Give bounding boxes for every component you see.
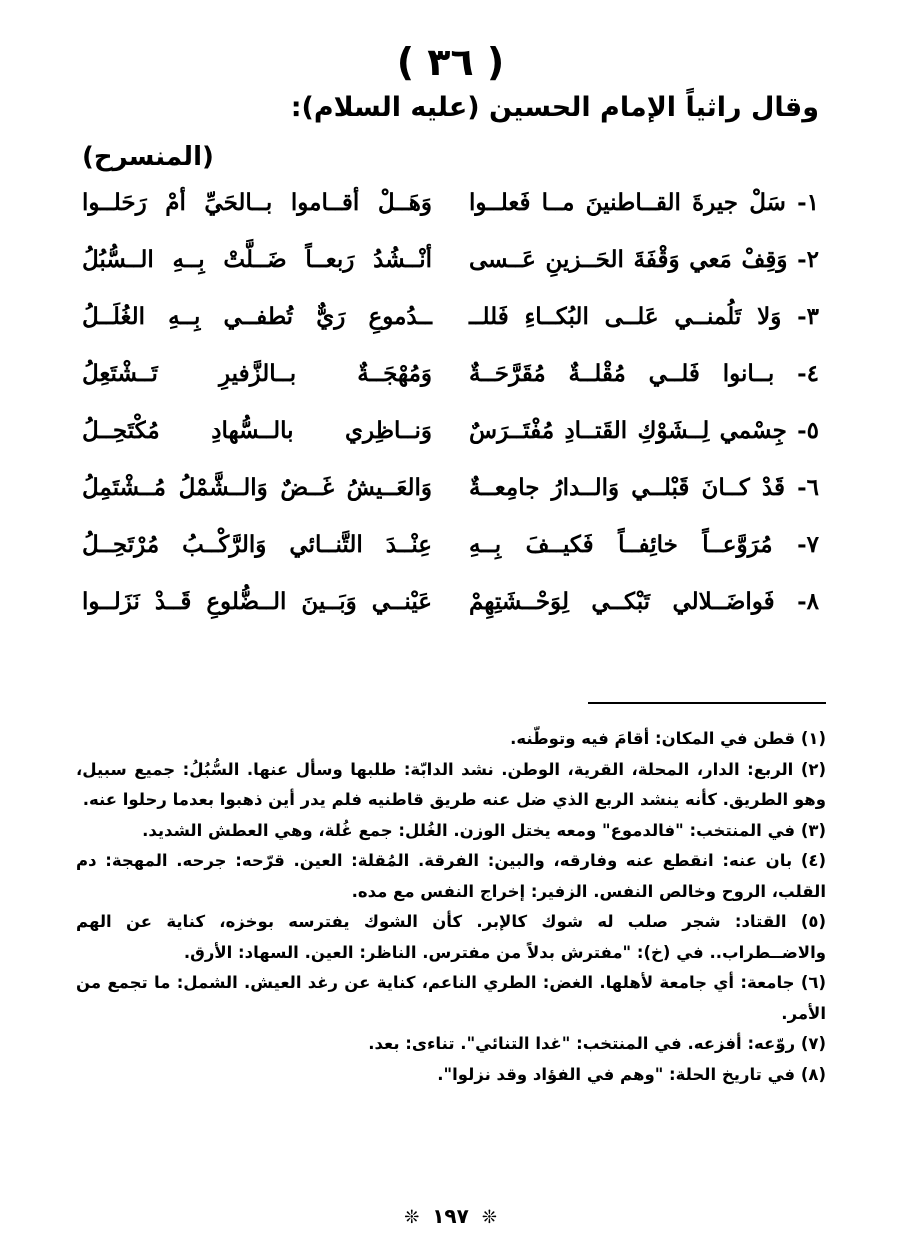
poem-meter: (المنسرح)	[82, 142, 214, 172]
verse-second-hemistich: وَالعَــيشُ غَــضٌ وَالــشَّمْلُ مُــشْتَمِلُ	[82, 474, 432, 501]
verse	[0, 411, 901, 468]
verse	[0, 240, 901, 297]
ornament-icon: ❊	[404, 1207, 420, 1228]
verse	[0, 297, 901, 354]
verse	[0, 525, 901, 582]
verse-first-hemistich: ٨- فَواضَــلالي تَبْكــي لِوَحْــشَتِهِمْ	[469, 588, 819, 615]
verse	[0, 354, 901, 411]
verse-second-hemistich: عِنْــدَ التَّنــائي وَالرَّكْــبُ مُرْتَحِــلُ	[82, 531, 432, 558]
footnote: (٤) بان عنه: انقطع عنه وفارقه، والبين: الفرقة. المُقلة: العين. قرّحه: جرحه. المهجة: دم القلب، الروح وخالص النفس. الزفير: إخراج النفس مع مده.	[76, 851, 826, 901]
footnote: (٦) جامعة: أي جامعة لأهلها. الغض: الطري الناعم، كناية عن رغد العيش. الشمل: ما تجمع من الأمر.	[76, 973, 826, 1023]
footnotes	[76, 724, 826, 1090]
verse-second-hemistich: وَنــاظِري بالــسُّهادِ مُكْتَحِــلُ	[82, 417, 432, 444]
page-number: ١٩٧	[432, 1204, 469, 1228]
page-footer	[0, 1204, 901, 1228]
footnote: (٣) في المنتخب: "فالدموع" ومعه يختل الوزن. الغُلل: جمع غُلة، وهي العطش الشديد.	[142, 820, 826, 840]
footnote-separator	[588, 702, 826, 704]
verse-second-hemistich: ــدُموعِ رَيٌّ تُطفــي بِــهِ الغُلَــلُ	[82, 303, 432, 330]
footnote: (٧) روّعه: أفزعه. في المنتخب: "غدا التنائي". تناءى: بعد.	[368, 1034, 826, 1053]
verse-second-hemistich: أنْــشُدُ رَبعــاً ضَــلَّتْ بِــهِ الــسُّبُلُ	[82, 246, 432, 273]
verse-first-hemistich: ٦- قَدْ كــانَ قَبْلــي وَالــدارُ جامِعــةٌ	[469, 474, 819, 501]
footnote: (٥) القتاد: شجر صلب له شوك كالإبر. كأن الشوك يفترسه بوخزه، كناية عن الهم والاضــطراب.. في (خ): "مفترش بدلاً من مفترس. الناظر: العين. السهاد: الأرق.	[76, 912, 826, 962]
footnote: (١) قطن في المكان: أقامَ فيه وتوطّنه.	[510, 729, 826, 748]
verse-first-hemistich: ٣- وَلا تَلُمنــي عَلــى البُكــاءِ فَللــ	[469, 303, 819, 330]
poem-heading: وقال راثياً الإمام الحسين (عليه السلام):	[290, 92, 819, 123]
verse	[0, 183, 901, 240]
verse-second-hemistich: وَمُهْجَــةٌ بــالزَّفيرِ تَــشْتَعِلُ	[82, 360, 432, 387]
page-header-number: ( ٣٦ )	[396, 40, 505, 84]
footnote: (٨) في تاريخ الحلة: "وهم في الفؤاد وقد نزلوا".	[437, 1064, 826, 1084]
verse-second-hemistich: عَيْنــي وَبَــينَ الــضُّلوعِ قَــدْ نَزَلــوا	[82, 588, 432, 615]
verse-second-hemistich: وَهَــلْ أقــاموا بــالحَيِّ أمْ رَحَلــوا	[82, 189, 432, 216]
verse-first-hemistich: ٥- جِسْمي لِــشَوْكِ القَتــادِ مُفْتَــرَسٌ	[469, 417, 819, 444]
verse-first-hemistich: ٤- بــانوا فَلــي مُقْلــةٌ مُقَرَّحَــةٌ	[469, 360, 819, 387]
poem	[0, 183, 901, 639]
ornament-icon: ❊	[481, 1207, 497, 1228]
verse-first-hemistich: ٧- مُرَوَّعــاً خائِفــاً فَكيــفَ بِــهِ	[469, 531, 819, 558]
verse-first-hemistich: ٢- وَقِفْ مَعي وَقْفَةَ الحَــزينِ عَــسى	[469, 246, 819, 273]
footnote: (٢) الربع: الدار، المحلة، القرية، الوطن. نشد الدابّة: طلبها وسأل عنها. السُّبُلُ: جميع سبيل، وهو الطريق. كأنه ينشد الربع الذي ضل عنه طريق قاطنيه فلم يدر أين ذهبوا بعدما رحلوا عنه.	[76, 759, 826, 809]
verse-first-hemistich: ١- سَلْ جيرةَ القــاطنينَ مــا فَعلــوا	[469, 189, 819, 216]
verse	[0, 582, 901, 639]
verse	[0, 468, 901, 525]
